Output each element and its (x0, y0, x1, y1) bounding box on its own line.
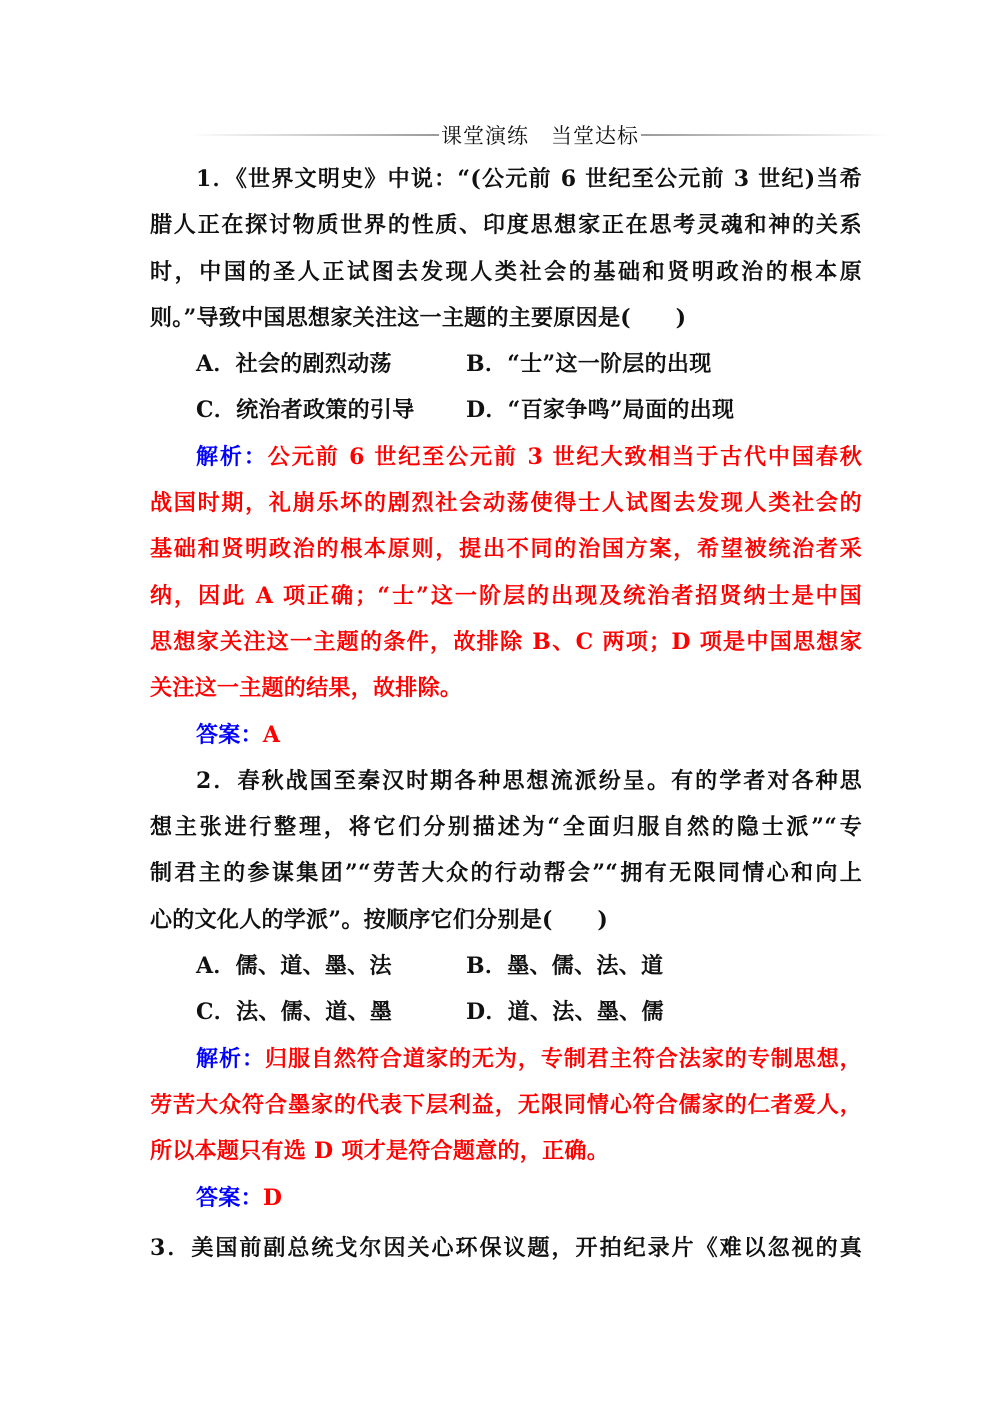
question-number: 1． (196, 166, 236, 192)
analysis-line: 所以本题只有选 D 项才是符合题意的，正确。 (150, 1138, 609, 1165)
analysis-line: 解析：公元前 6 世纪至公元前 3 世纪大致相当于古代中国春秋 (196, 443, 863, 470)
question-stem-line: 则。”导致中国思想家关注这一主题的主要原因是( ) (150, 304, 687, 331)
option-d: D．“百家争鸣”局面的出现 (466, 397, 735, 424)
answer-line (150, 712, 862, 758)
analysis-line: 思想家关注这一主题的条件，故排除 B、C 两项；D 项是中国思想家 (150, 628, 862, 655)
section-title: 课堂演练 当堂达标 (441, 124, 639, 148)
analysis-line: 劳苦大众符合墨家的代表下层利益，无限同情心符合儒家的仁者爱人， (150, 1091, 862, 1118)
question-stem-line: 想主张进行整理，将它们分别描述为“全面归服自然的隐士派”“专 (150, 814, 862, 841)
answer-value: D (262, 1184, 283, 1211)
options-row (150, 341, 862, 387)
answer-value: A (262, 721, 281, 748)
section-header (190, 118, 890, 152)
option-a: A．儒、道、墨、法 (196, 953, 392, 980)
question-stem-line: 2．春秋战国至秦汉时期各种思想流派纷呈。有的学者对各种思 (196, 767, 862, 794)
question-2 (150, 758, 862, 1221)
question-1 (150, 156, 862, 758)
option-b: B．墨、儒、法、道 (466, 953, 664, 980)
question-number: 2． (196, 767, 238, 794)
analysis-label: 解析： (196, 1045, 265, 1072)
header-rule-right (641, 134, 890, 136)
answer-line (150, 1175, 862, 1221)
options-row (150, 989, 862, 1035)
analysis-label: 解析： (196, 443, 268, 470)
question-stem-line: 1．《世界文明史》中说：“(公元前 6 世纪至公元前 3 世纪)当希 (196, 166, 862, 192)
answer-label: 答案： (196, 721, 263, 748)
question-stem-line: 制君主的参谋集团”“劳苦大众的行动帮会”“拥有无限同情心和向上 (150, 860, 862, 887)
question-stem-line: 心的文化人的学派”。按顺序它们分别是( ) (150, 906, 609, 933)
analysis-line: 关注这一主题的结果，故排除。 (150, 675, 463, 702)
question-stem-line: 3．美国前副总统戈尔因关心环保议题，开拍纪录片《难以忽视的真 (150, 1234, 862, 1261)
question-3 (150, 1225, 862, 1271)
analysis-line: 纳，因此 A 项正确；“士”这一阶层的出现及统治者招贤纳士是中国 (150, 582, 862, 609)
analysis-line: 解析：归服自然符合道家的无为，专制君主符合法家的专制思想， (196, 1045, 862, 1072)
question-stem-line: 时，中国的圣人正试图去发现人类社会的基础和贤明政治的根本原 (150, 258, 862, 285)
option-c: C．法、儒、道、墨 (196, 999, 393, 1026)
options-row (150, 387, 862, 433)
option-c: C．统治者政策的引导 (196, 397, 415, 424)
question-stem-line: 腊人正在探讨物质世界的性质、印度思想家正在思考灵魂和神的关系 (150, 212, 862, 239)
document-body (150, 156, 862, 1271)
analysis-line: 战国时期，礼崩乐坏的剧烈社会动荡使得士人试图去发现人类社会的 (150, 490, 862, 517)
option-a: A．社会的剧烈动荡 (196, 351, 392, 378)
answer-label: 答案： (196, 1184, 263, 1211)
option-d: D．道、法、墨、儒 (466, 999, 664, 1026)
option-b: B．“士”这一阶层的出现 (466, 351, 712, 378)
header-rule-left (190, 134, 439, 136)
options-row (150, 943, 862, 989)
question-number: 3． (150, 1234, 192, 1261)
analysis-line: 基础和贤明政治的根本原则，提出不同的治国方案，希望被统治者采 (150, 536, 862, 563)
